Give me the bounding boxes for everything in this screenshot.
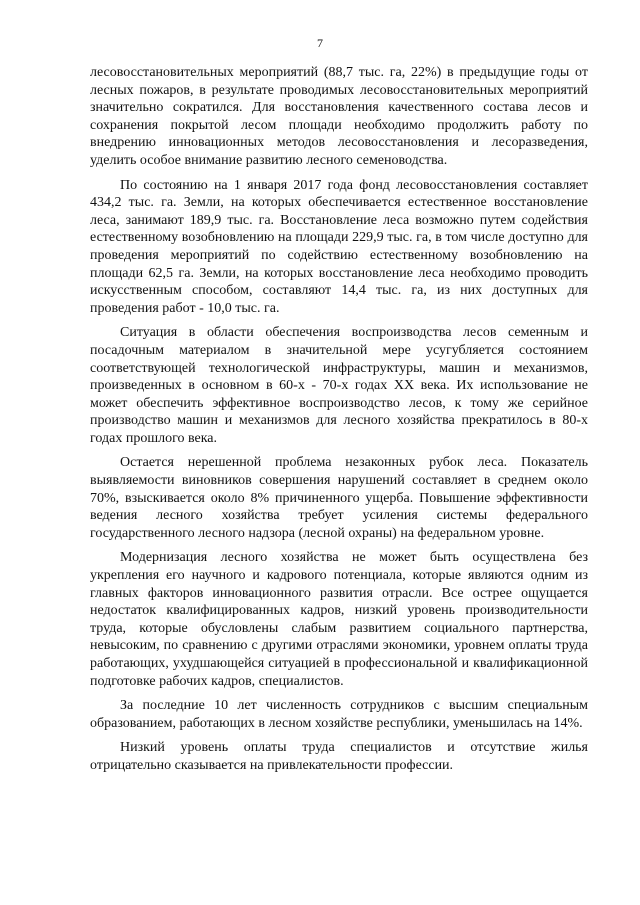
paragraph-low-wages: Низкий уровень оплаты труда специалистов и отсутствие жилья отрицательно сказывается на привлекательности профессии. (90, 740, 588, 773)
page-number: 7 (317, 36, 323, 50)
paragraph-modernization: Модернизация лесного хозяйства не может быть осуществлена без укрепления его научного и кадрового потенциала, которые являются одним из главных факторов инновационного развития отрасли. Все острее ощущается недостаток квалифицированных кадров, низкий уровень производительности труда, которые обусловлены слабым развитием социального партнерства, невысоким, по сравнению с другими отраслями экономики, уровнем оплаты труда работающих, ухудшающейся ситуацией в профессиональной и квалификационной подготовке рабочих кадров, специалистов. (90, 550, 588, 689)
paragraph-illegal-logging: Остается нерешенной проблема незаконных рубок леса. Показатель выявляемости виновников совершения нарушений составляет в среднем около 70%, взыскивается около 8% причиненного ущерба. Повышение эффективности ведения лесного хозяйства требует усиления системы федерального государственного лесного надзора (лесной охраны) на федеральном уровне. (90, 455, 588, 541)
paragraph-seed-material: Ситуация в области обеспечения воспроизводства лесов семенным и посадочным материалом в значительной мере усугубляется состоянием соответствующей технологической инфраструктуры, машин и механизмов, произведенных в основном в 60-х - 70-х годах XX века. Их использование не может обеспечить эффективное воспроизводство лесов, к тому же серийное производство машин и механизмов для лесного хозяйства прекратилось в 80-х годах прошлого века. (90, 325, 588, 446)
document-body (90, 64, 588, 782)
paragraph-staff-decline: За последние 10 лет численность сотрудников с высшим специальным образованием, работающих в лесном хозяйстве республики, уменьшилась на 14%. (90, 698, 588, 731)
paragraph-continuation: лесовосстановительных мероприятий (88,7 тыс. га, 22%) в предыдущие годы от лесных пожаров, в результате проводимых лесовосстановительных мероприятий значительно сократился. Для восстановления качественного состава лесов и сохранения покрытой лесом площади необходимо продолжить работу по внедрению инновационных методов лесовосстановления и лесоразведения, уделить особое внимание развитию лесного семеноводства. (90, 65, 588, 168)
paragraph-reforestation-fund: По состоянию на 1 января 2017 года фонд лесовосстановления составляет 434,2 тыс. га. Земли, на которых обеспечивается естественное восстановление леса, занимают 189,9 тыс. га. Восстановление леса возможно путем содействия естественному возобновлению на площади 229,9 тыс. га, в том числе доступно для проведения мероприятий по содействию естественному возобновлению на площади 62,5 га. Земли, на которых восстановление леса необходимо проводить искусственным способом, составляют 14,4 тыс. га, из них доступных для проведения работ - 10,0 тыс. га. (90, 177, 588, 316)
